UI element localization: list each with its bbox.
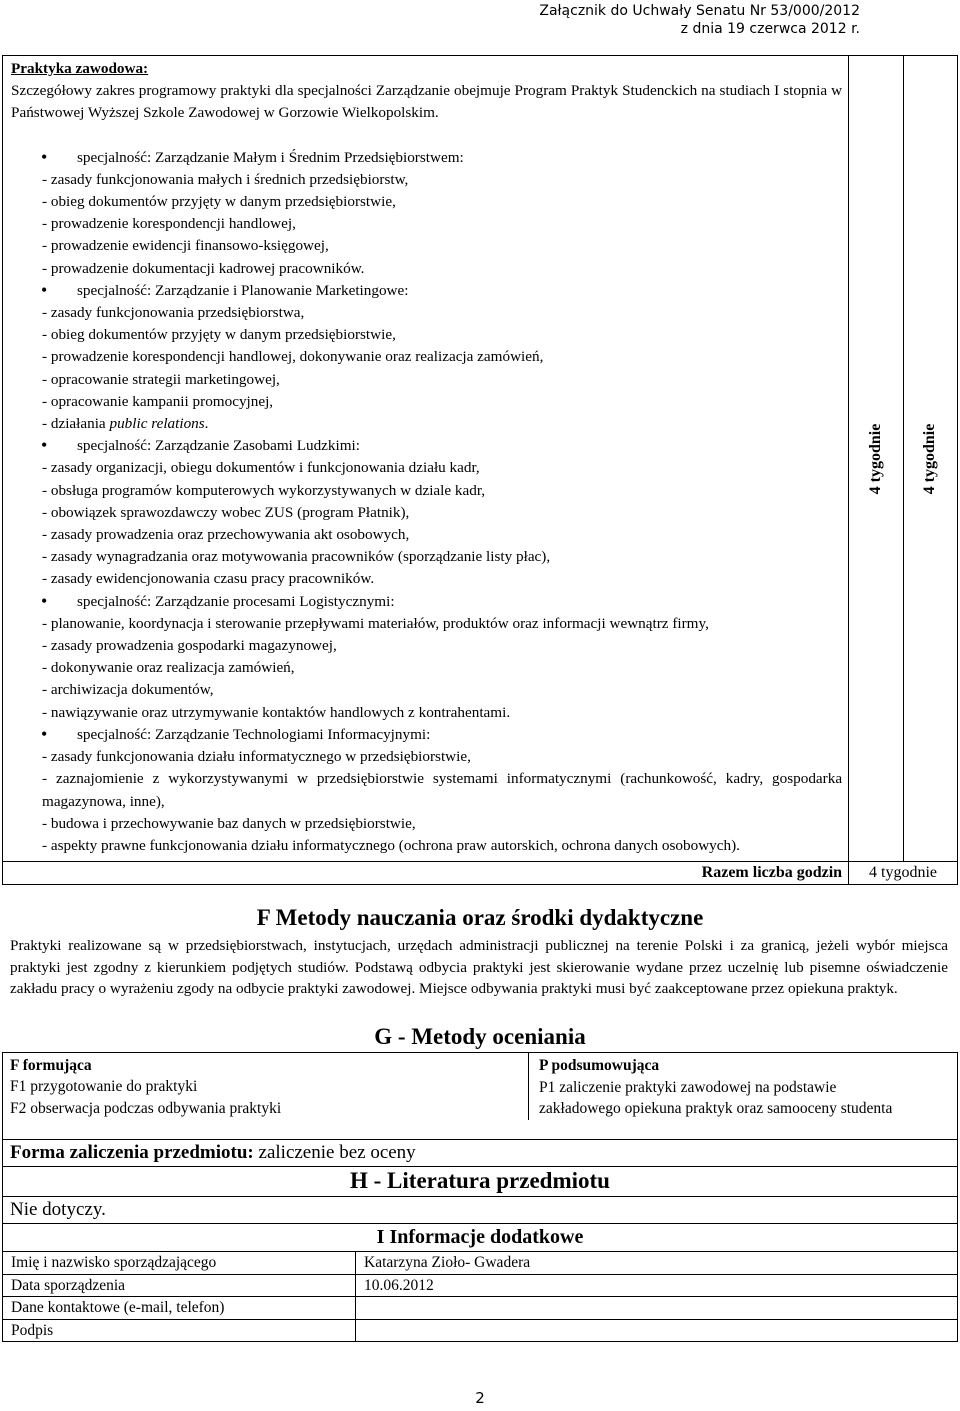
duration-cell-2	[903, 56, 957, 862]
section-h-title: H - Literatura przedmiotu	[350, 1168, 610, 1193]
section-h-text: Nie dotyczy.	[10, 1199, 106, 1220]
specialization-block	[11, 147, 842, 280]
list-item: - zasady ewidencjonowania czasu pracy pracowników.	[42, 570, 375, 588]
formative-item: F2 obserwacja podczas odbywania praktyki	[10, 1099, 282, 1117]
list-item: - prowadzenie dokumentacji kadrowej pracowników.	[42, 259, 365, 277]
summative-item: P1 zaliczenie praktyki zawodowej na podstawie zakładowego opiekuna praktyk oraz samooceny studenta	[539, 1078, 893, 1117]
section-f-text: Praktyki realizowane są w przedsiębiorstwach, instytucjach, urzędach administracji publicznej na terenie Polski i za granicą, jeżeli wybór miejsca praktyki jest zgodny z kierunkiem podjętych studiów. Podstawą odbycia praktyki jest skierowanie wydane przez uczelnię lub pisemne oświadczenie zakładu pracy o wyrażeniu zgody na odbycie praktyki zawodowej. Miejsce odbywania praktyki musi być zaakceptowane przez opiekuna praktyk.	[10, 937, 948, 997]
list-item: - aspekty prawne funkcjonowania działu informatycznego (ochrona praw autorskich, ochrona danych osobowych).	[42, 836, 740, 854]
specialization-title: • specjalność: Zarządzanie procesami Logistycznymi:	[11, 591, 842, 613]
list-item-suffix: .	[204, 415, 209, 433]
practice-table	[2, 55, 958, 885]
duration-label-2: 4 tygodnie	[921, 423, 939, 494]
document-header	[539, 2, 860, 38]
summative-cell	[529, 1053, 958, 1120]
specialization-block	[11, 280, 842, 435]
list-item: - obieg dokumentów przyjęty w danym przedsiębiorstwie,	[42, 193, 396, 211]
specialization-title: • specjalność: Zarządzanie Technologiami Informacyjnymi:	[11, 724, 842, 746]
list-item: - zasady organizacji, obiegu dokumentów i funkcjonowania działu kadr,	[42, 459, 480, 477]
list-item: - archiwizacja dokumentów,	[42, 681, 214, 699]
specialization-title: • specjalność: Zarządzanie Zasobami Ludzkimi:	[11, 435, 842, 457]
summative-title: P podsumowująca	[539, 1057, 660, 1074]
list-item: - opracowanie kampanii promocyjnej,	[42, 392, 274, 410]
divider	[2, 1166, 958, 1167]
info-table	[2, 1251, 958, 1342]
total-label: Razem liczba godzin	[3, 862, 849, 885]
info-value: Katarzyna Zioło- Gwadera	[356, 1252, 958, 1275]
table-row	[3, 1252, 958, 1275]
info-label: Imię i nazwisko sporządzającego	[3, 1252, 356, 1275]
list-item: - nawiązywanie oraz utrzymywanie kontaktów handlowych z kontrahentami.	[42, 703, 511, 721]
table-row	[3, 1274, 958, 1297]
list-item: - obsługa programów komputerowych wykorzystywanych w dziale kadr,	[42, 481, 486, 499]
list-item: - obieg dokumentów przyjęty w danym przedsiębiorstwie,	[42, 326, 396, 344]
duration-cell-1	[849, 56, 903, 862]
info-value	[356, 1297, 958, 1320]
info-value	[356, 1319, 958, 1342]
list-item: - zasady prowadzenia gospodarki magazynowej,	[42, 637, 337, 655]
table-row	[3, 1319, 958, 1342]
practice-content-cell	[3, 56, 849, 862]
specialization-block	[11, 435, 842, 590]
practice-title: Praktyka zawodowa:	[11, 60, 149, 77]
list-item: - zasady funkcjonowania przedsiębiorstwa,	[42, 304, 305, 322]
list-item: - prowadzenie korespondencji handlowej, dokonywanie oraz realizacja zamówień,	[42, 348, 544, 366]
list-item: - zasady wynagradzania oraz motywowania pracowników (sporządzanie listy płac),	[42, 548, 551, 566]
header-resolution: Załącznik do Uchwały Senatu Nr 53/000/2012	[539, 3, 860, 19]
list-item: - planowanie, koordynacja i sterowanie przepływami materiałów, produktów oraz informacji wewnątrz firmy,	[42, 614, 709, 632]
list-item: - obowiązek sprawozdawczy wobec ZUS (program Płatnik),	[42, 503, 410, 521]
specialization-title: • specjalność: Zarządzanie Małym i Średnim Przedsiębiorstwem:	[11, 147, 842, 169]
specialization-title: • specjalność: Zarządzanie i Planowanie Marketingowe:	[11, 280, 842, 302]
list-item: - dokonywanie oraz realizacja zamówień,	[42, 659, 295, 677]
formative-item: F1 przygotowanie do praktyki	[10, 1078, 198, 1095]
list-item: - zasady funkcjonowania działu informatycznego w przedsiębiorstwie,	[42, 748, 471, 766]
header-date: z dnia 19 czerwca 2012 r.	[680, 21, 860, 37]
list-item	[11, 413, 842, 435]
assessment-form	[10, 1141, 416, 1165]
total-value: 4 tygodnie	[849, 862, 958, 885]
list-item: - zaznajomienie z wykorzystywanymi w przedsiębiorstwie systemami informatycznymi (rachunkowość, kadry, gospodarka magazynowa, inne),	[42, 770, 843, 810]
list-item: - zasady prowadzenia oraz przechowywania akt osobowych,	[42, 526, 410, 544]
list-item: - budowa i przechowywanie baz danych w przedsiębiorstwie,	[42, 814, 416, 832]
section-f-title: F Metody nauczania oraz środki dydaktyczne	[256, 905, 704, 930]
list-item: - prowadzenie korespondencji handlowej,	[42, 215, 296, 233]
formative-cell	[2, 1053, 529, 1120]
list-item: - opracowanie strategii marketingowej,	[42, 370, 280, 388]
list-item-italic: public relations	[109, 415, 205, 433]
list-item-prefix: - działania	[42, 415, 110, 433]
duration-label-1: 4 tygodnie	[866, 423, 884, 494]
practice-intro: Szczegółowy zakres programowy praktyki dla specjalności Zarządzanie obejmuje Program Praktyk Studenckich na studiach I stopnia w Państwowej Wyższej Szkole Zawodowej w Gorzowie Wielkopolskim.	[11, 82, 843, 122]
list-item: - prowadzenie ewidencji finansowo-księgowej,	[42, 237, 329, 255]
info-value: 10.06.2012	[356, 1274, 958, 1297]
section-g-title: G - Metody oceniania	[374, 1024, 586, 1049]
info-label: Dane kontaktowe (e-mail, telefon)	[3, 1297, 356, 1320]
section-i-title: I Informacje dodatkowe	[376, 1226, 584, 1248]
info-label: Podpis	[3, 1319, 356, 1342]
info-label: Data sporządzenia	[3, 1274, 356, 1297]
assessment-methods-table	[2, 1052, 958, 1120]
page-number: 2	[475, 1389, 485, 1407]
divider	[2, 1139, 958, 1140]
specialization-block	[11, 724, 842, 857]
divider	[2, 1196, 958, 1197]
formative-title: F formująca	[10, 1056, 92, 1074]
specialization-block	[11, 591, 842, 724]
assessment-value: zaliczenie bez oceny	[258, 1142, 416, 1163]
list-item: - zasady funkcjonowania małych i średnich przedsiębiorstw,	[42, 170, 409, 188]
table-row	[3, 1297, 958, 1320]
assessment-label: Forma zaliczenia przedmiotu:	[10, 1142, 254, 1163]
divider	[2, 1223, 958, 1224]
